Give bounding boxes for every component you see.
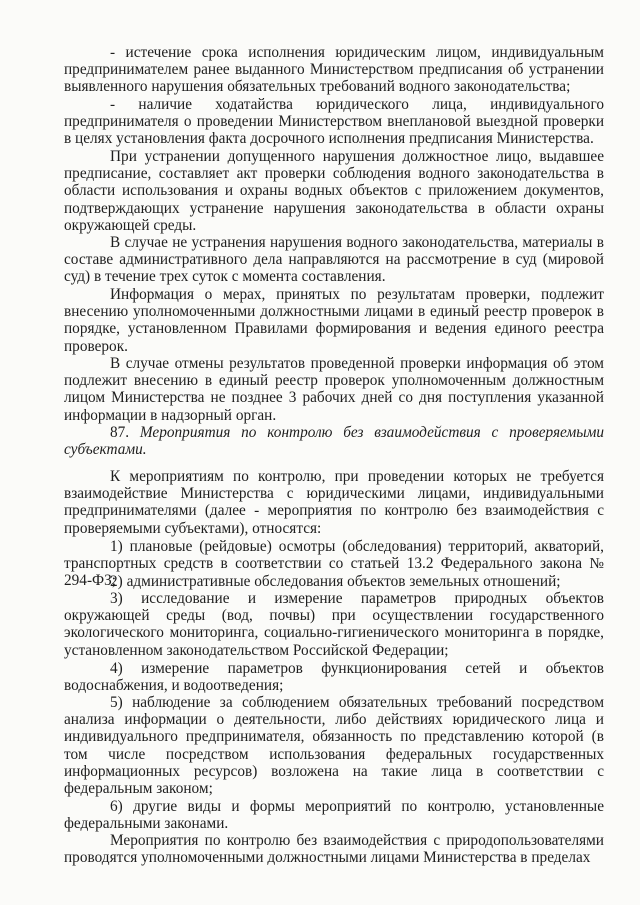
list-item-5: 5) наблюдение за соблюдением обязательных требований посредством анализа информации о деятельности, либо действиях юридического лица и индивидуального предпринимателя, обязанность по представлению которой (в том числе посредством использования федеральных государственных информационных ресурсов) возложена на такие лица в соответствии с федеральным законом; [64,694,604,798]
paragraph-deadline-expiry: - истечение срока исполнения юридическим лицом, индивидуальным предпринимателем ранее выданного Министерством предписания об устранении выявленного нарушения обязательных требований водного законодательства; [64,44,604,96]
list-item-1: 1) плановые (рейдовые) осмотры (обследования) территорий, акваторий, транспортных средств в соответствии со статьей 13.2 Федерального закона № 294-ФЗ; [64,538,604,590]
paragraph-violation-fix: При устранении допущенного нарушения должностное лицо, выдавшее предписание, составляет акт проверки соблюдения водного законодательства в области использования и охраны водных объектов с приложением документов, подтверждающих устранение нарушения законодательства в области охраны окружающей среды. [64,148,604,234]
list-item-3: 3) исследование и измерение параметров природных объектов окружающей среды (вод, почвы) при осуществлении государственного экологического мониторинга, социально-гигиенического мониторинга в порядке, установленном законодательством Российской Федерации; [64,590,604,659]
paragraph-cancellation: В случае отмены результатов проведенной проверки информация об этом подлежит внесению в единый реестр проверок уполномоченным должностным лицом Министерства не позднее 3 рабочих дней со дня поступления указанной информации в надзорный орган. [64,355,604,424]
list-item-6: 6) другие виды и формы мероприятий по контролю, установленные федеральными законами. [64,798,604,833]
paragraph-registry-info: Информация о мерах, принятых по результатам проверки, подлежит внесению уполномоченными должностными лицами в единый реестр проверок в порядке, установленном Правилами формирования и ведения единого реестра проверок. [64,286,604,355]
paragraph-petition: - наличие ходатайства юридического лица, индивидуального предпринимателя о проведении Министерством внеплановой выездной проверки в целях установления факта досрочного исполнения предписания Министерства. [64,96,604,148]
section-title: Мероприятия по контролю без взаимодействия с проверяемыми субъектами. [64,424,604,459]
list-item-4: 4) измерение параметров функционирования сетей и объектов водоснабжения, и водоотведения; [64,660,604,695]
paragraph-measures-intro: К мероприятиям по контролю, при проведении которых не требуется взаимодействие Министерства с юридическими лицами, индивидуальными предпринимателями (далее - мероприятия по контролю без взаимодействия с проверяемыми субъектами), относятся: [64,468,604,537]
section-87-heading [64,424,604,458]
paragraph-measures-conduct: Мероприятия по контролю без взаимодействия с природопользователями проводятся уполномоченными должностными лицами Министерства в пределах [64,832,604,867]
list-item-2: 2) административные обследования объектов земельных отношений; [110,573,561,590]
paragraph-court-referral: В случае не устранения нарушения водного законодательства, материалы в составе административного дела направляются на рассмотрение в суд (мировой суд) в течение трех суток с момента составления. [64,234,604,286]
section-number: 87. [110,424,130,441]
